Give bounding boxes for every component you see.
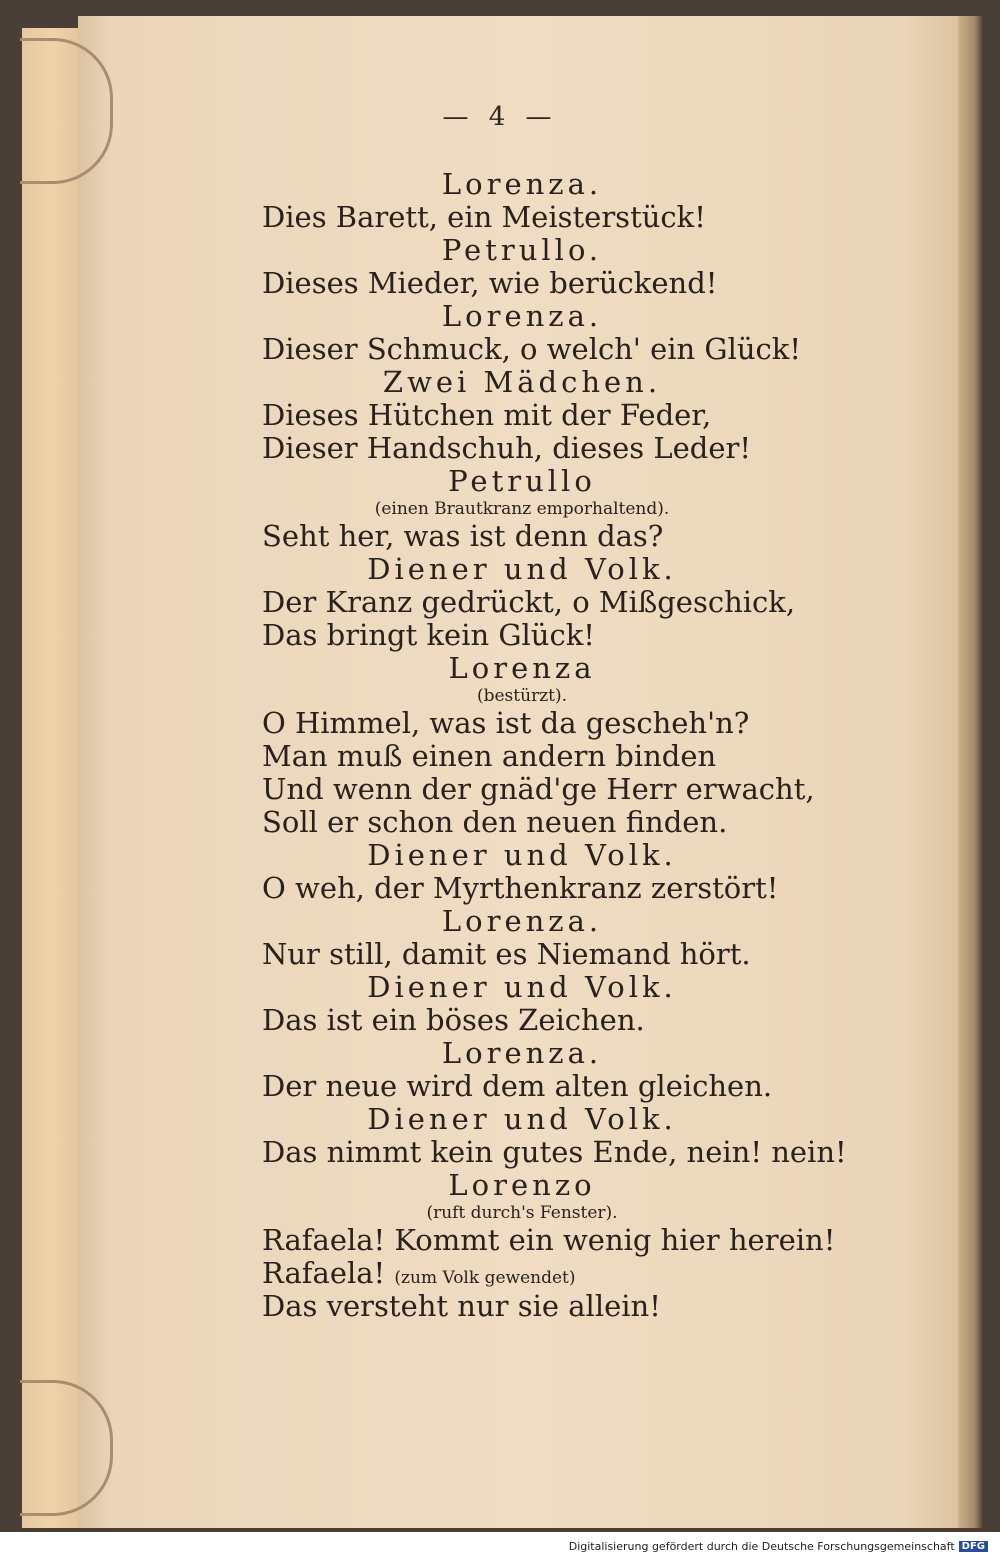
stage-direction: (einen Brautkranz emporhaltend). — [374, 499, 670, 519]
page-number: — 4 — — [442, 102, 558, 132]
verse-line: Seht her, was ist denn das? — [262, 519, 664, 553]
verse-line: Das versteht nur sie allein! — [262, 1289, 661, 1323]
verse-line: Das nimmt kein gutes Ende, nein! nein! — [262, 1135, 847, 1169]
verse-line: Soll er schon den neuen finden. — [262, 805, 728, 839]
funding-credit: Digitalisierung gefördert durch die Deutsche Forschungsgemeinschaft — [568, 1539, 955, 1553]
speaker-name: Diener und Volk. — [367, 1102, 677, 1136]
stage-direction: (bestürzt). — [476, 686, 568, 706]
speaker-name: Lorenza. — [441, 167, 603, 201]
verse-line: Rafaela! Kommt ein wenig hier herein! — [262, 1223, 836, 1257]
verse-line: Dieses Hütchen mit der Feder, — [262, 398, 712, 432]
verse-line: O weh, der Myrthenkranz zerstört! — [262, 871, 779, 905]
speaker-name: Petrullo. — [441, 233, 603, 267]
speaker-name: Zwei Mädchen. — [382, 365, 662, 399]
verse-line: Das ist ein böses Zeichen. — [262, 1003, 645, 1037]
verse-line: Und wenn der gnäd'ge Herr erwacht, — [262, 772, 815, 806]
verse-text: Rafaela! — [262, 1256, 395, 1290]
speaker-name: Diener und Volk. — [367, 970, 677, 1004]
verse-line: Dieser Schmuck, o welch' ein Glück! — [262, 332, 801, 366]
verse-line: Man muß einen andern binden — [262, 739, 717, 773]
speaker-name: Diener und Volk. — [367, 552, 677, 586]
verse-line — [262, 1257, 822, 1290]
page-header — [0, 102, 1000, 132]
speaker-name: Diener und Volk. — [367, 838, 677, 872]
speaker-name: Lorenza — [448, 651, 596, 685]
speaker-name: Lorenza. — [441, 904, 603, 938]
verse-line: O Himmel, was ist da gescheh'n? — [262, 706, 750, 740]
stage-direction: (ruft durch's Fenster). — [426, 1203, 618, 1223]
libretto-text — [262, 167, 847, 1323]
page-edge-shadow — [958, 16, 982, 1528]
verse-line: Der Kranz gedrückt, o Mißgeschick, — [262, 585, 796, 619]
speaker-name: Lorenza. — [441, 299, 603, 333]
verse-line: Dieser Handschuh, dieses Leder! — [262, 431, 752, 465]
speaker-name: Petrullo — [448, 464, 596, 498]
verse-line: Dies Barett, ein Meisterstück! — [262, 200, 706, 234]
speaker-name: Lorenzo — [448, 1168, 596, 1202]
verse-line: Nur still, damit es Niemand hört. — [262, 937, 751, 971]
verse-line: Der neue wird dem alten gleichen. — [262, 1069, 773, 1103]
speaker-name: Lorenza. — [441, 1036, 603, 1070]
verse-line: Dieses Mieder, wie berückend! — [262, 266, 718, 300]
verse-line: Das bringt kein Glück! — [262, 618, 595, 652]
footer-credit-bar — [0, 1538, 1000, 1554]
stage-direction: (zum Volk gewendet) — [394, 1268, 576, 1288]
dfg-logo: DFG — [959, 1541, 988, 1552]
